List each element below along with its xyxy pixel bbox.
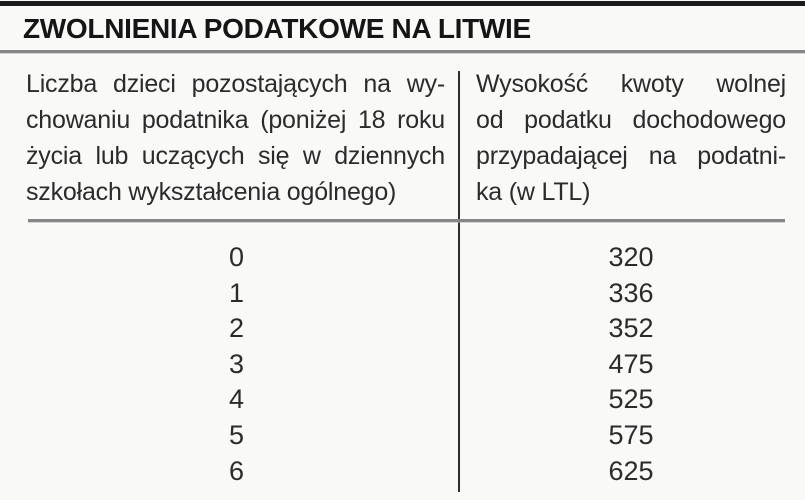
header-left-line: chowaniu podatnika (poniżej 18 roku	[26, 106, 445, 134]
header-separator-rule	[28, 219, 785, 222]
header-right-line: przypadającej na podatni-	[476, 142, 786, 170]
cell-exempt-amount: 575	[608, 419, 654, 450]
table-row	[0, 418, 805, 454]
top-rule	[0, 1, 805, 6]
header-column-amount	[476, 66, 786, 210]
header-left-line: szkołach wykształcenia ogólnego)	[26, 178, 397, 206]
table-row	[0, 382, 805, 418]
cell-children-count: 3	[228, 348, 245, 379]
cell-exempt-amount: 625	[608, 455, 654, 486]
table-row	[0, 454, 805, 490]
header-left-line: życia lub uczących się w dziennych	[26, 142, 445, 170]
cell-exempt-amount: 320	[608, 242, 654, 272]
cell-children-count: 5	[228, 419, 245, 450]
cell-exempt-amount: 475	[608, 348, 654, 379]
table-row	[0, 240, 805, 276]
cell-children-count: 4	[228, 384, 245, 415]
cell-children-count: 1	[228, 277, 245, 308]
table-row	[0, 311, 805, 347]
header-column-children	[26, 66, 445, 210]
header-left-line: Liczba dzieci pozostających na wy-	[26, 70, 445, 98]
cell-children-count: 0	[228, 242, 245, 272]
header-right-line: ka (w LTL)	[476, 178, 591, 206]
cell-exempt-amount: 352	[608, 313, 654, 344]
title-separator-rule	[0, 50, 805, 53]
table-row	[0, 347, 805, 383]
page-title: ZWOLNIENIA PODATKOWE NA LITWIE	[23, 13, 531, 44]
table-body	[0, 240, 805, 489]
cell-children-count: 6	[228, 455, 245, 486]
header-right-line: Wysokość kwoty wolnej	[476, 70, 786, 98]
header-right-line: od podatku dochodowego	[476, 106, 786, 134]
table-row	[0, 276, 805, 312]
cell-exempt-amount: 525	[608, 384, 654, 415]
cell-children-count: 2	[228, 313, 245, 344]
cell-exempt-amount: 336	[608, 277, 654, 308]
